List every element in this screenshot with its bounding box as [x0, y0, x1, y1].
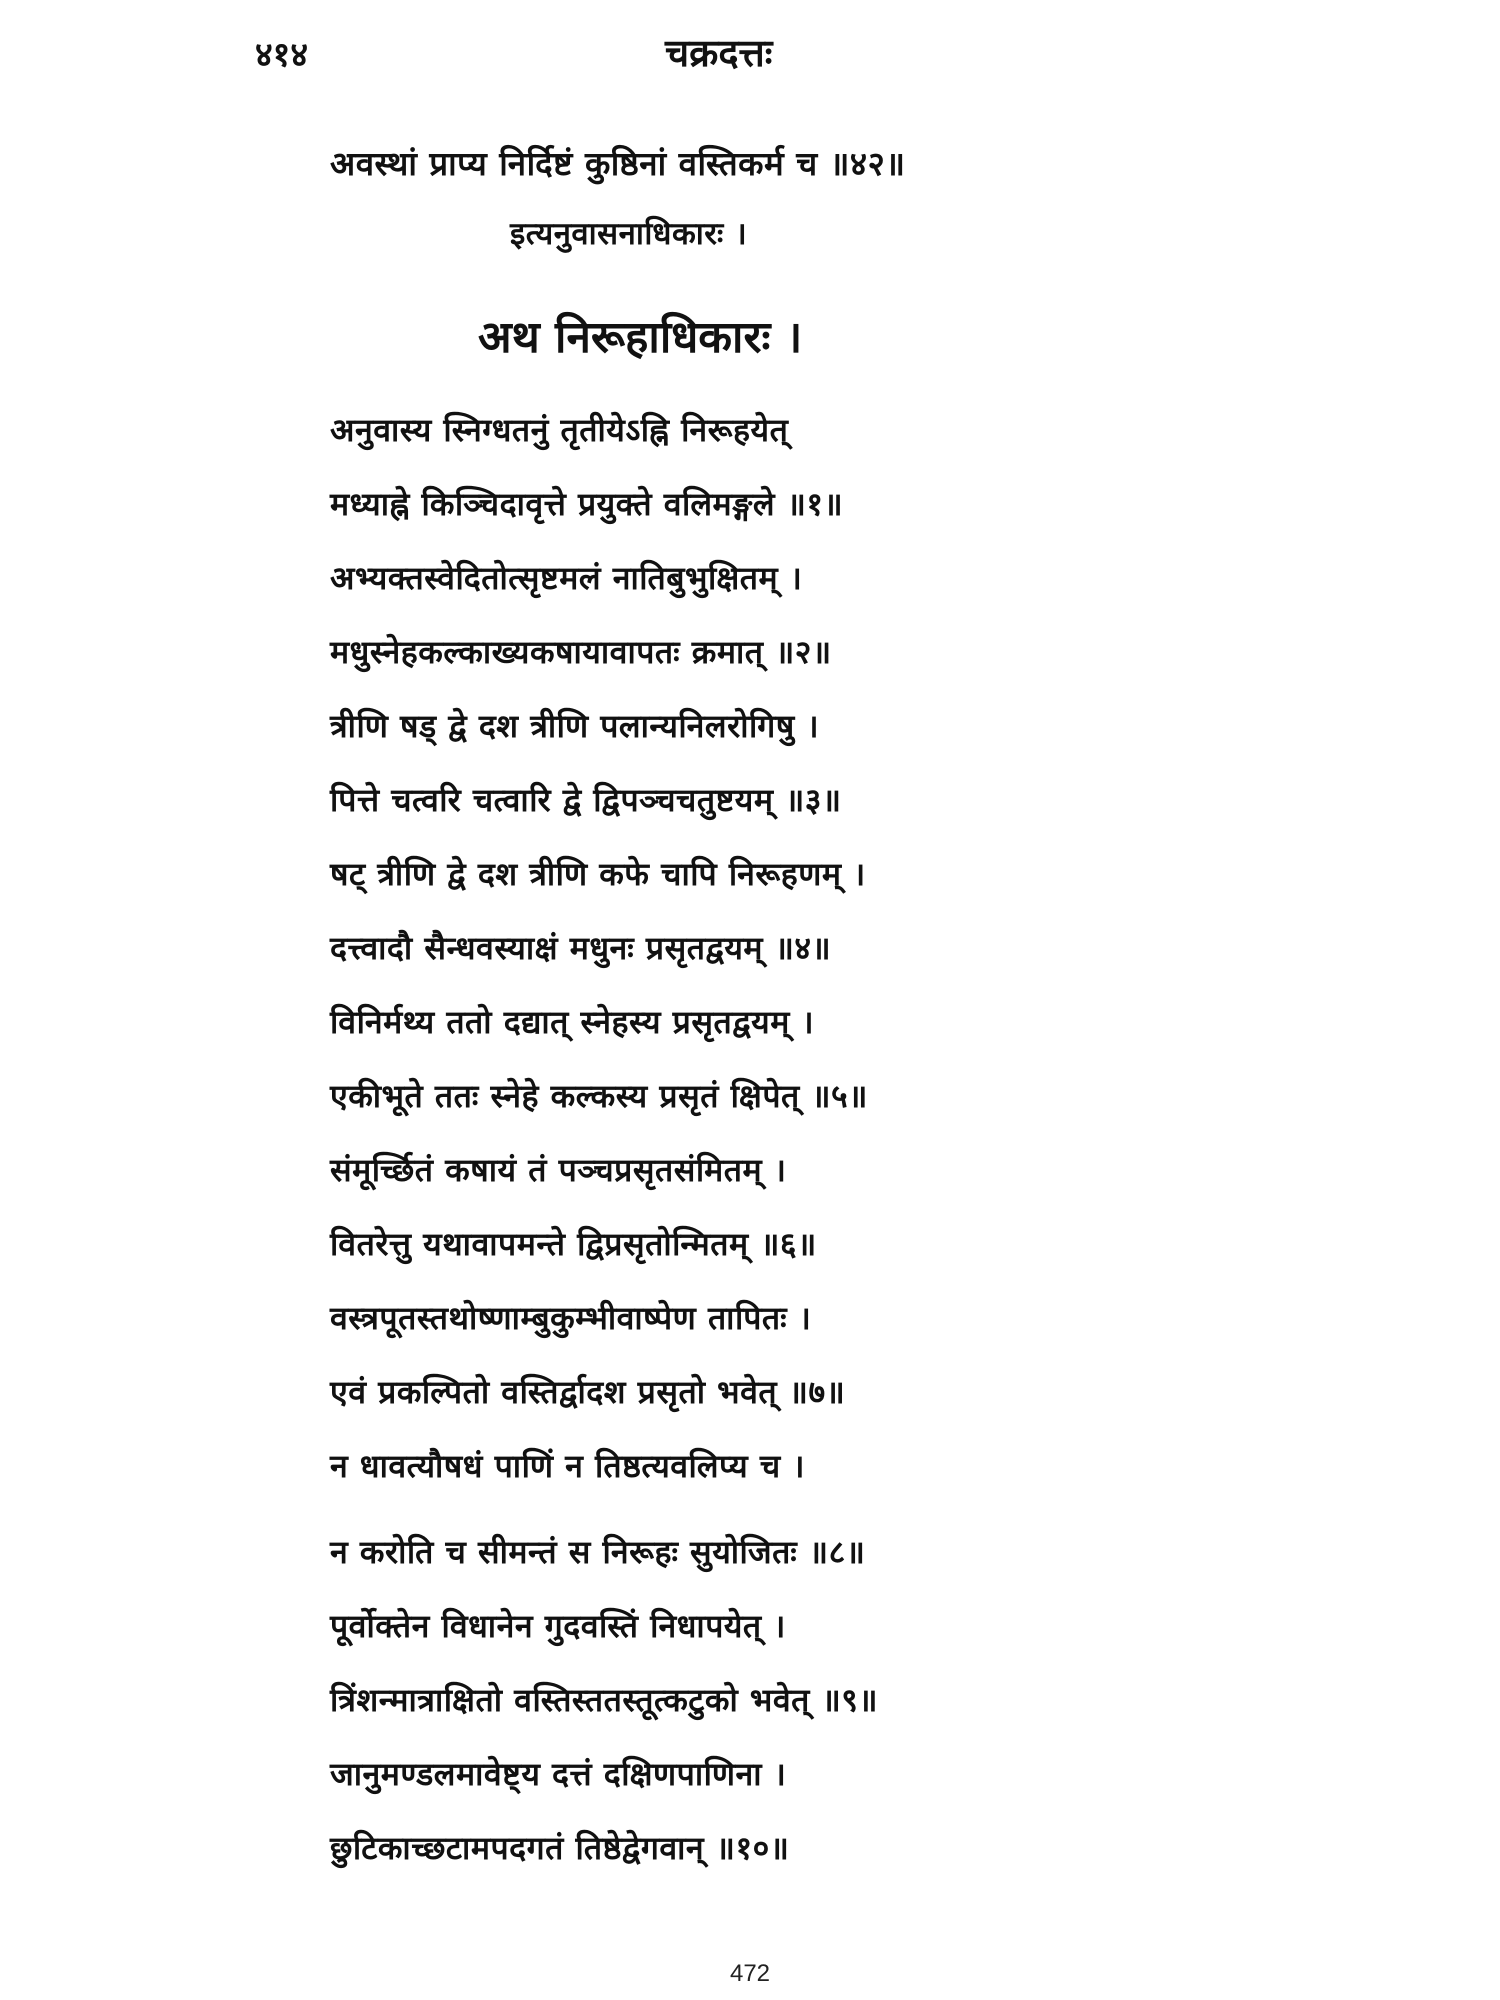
- verse-line: मधुस्नेहकल्काख्यकषायावापतः क्रमात् ॥२॥: [330, 633, 832, 671]
- verse-line: वितरेत्तु यथावापमन्ते द्विप्रसृतोन्मितम् ॥६॥: [330, 1225, 817, 1263]
- verse-line: अभ्यक्तस्वेदितोत्सृष्टमलं नातिबुभुक्षितम् ।: [330, 559, 803, 597]
- verse-line: एवं प्रकल्पितो वस्तिर्द्वादश प्रसृतो भवेत् ॥७॥: [330, 1373, 846, 1411]
- intro-line: इत्यनुवासनाधिकारः ।: [510, 216, 748, 252]
- verse-line: पित्ते चत्वरि चत्वारि द्वे द्विपञ्चचतुष्टयम् ॥३॥: [330, 781, 842, 819]
- intro-line: अवस्थां प्राप्य निर्दिष्टं कुष्ठिनां वस्तिकर्म च ॥४२॥: [330, 144, 906, 183]
- verse-line: मध्याह्ने किञ्चिदावृत्ते प्रयुक्ते वलिमङ्गले ॥१॥: [330, 485, 844, 523]
- verse-line: छुटिकाच्छटामपदगतं तिष्ठेद्वेगवान् ॥१०॥: [330, 1829, 790, 1867]
- footer-page-number: 472: [729, 1960, 771, 1987]
- verse-line: जानुमण्डलमावेष्ट्य दत्तं दक्षिणपाणिना ।: [330, 1755, 787, 1793]
- verse-line: वस्त्रपूतस्तथोष्णाम्बुकुम्भीवाष्पेण तापितः ।: [330, 1299, 812, 1337]
- verse-line: संमूर्च्छितं कषायं तं पञ्चप्रसृतसंमितम् ।: [330, 1151, 787, 1189]
- header-page-number: ४१४: [255, 35, 309, 75]
- verse-line: षट् त्रीणि द्वे दश त्रीणि कफे चापि निरूहणम् ।: [330, 855, 866, 893]
- verse-line: त्रीणि षड् द्वे दश त्रीणि पलान्यनिलरोगिषु ।: [330, 707, 820, 745]
- verse-line: न करोति च सीमन्तं स निरूहः सुयोजितः ॥८॥: [330, 1533, 866, 1571]
- verse-line: विनिर्मथ्य ततो दद्यात् स्नेहस्य प्रसृतद्वयम् ।: [330, 1003, 815, 1041]
- verse-line: अनुवास्य स्निग्धतनुं तृतीयेऽह्नि निरूहयेत्: [330, 411, 789, 449]
- verse-line: त्रिंशन्मात्राक्षितो वस्तिस्ततस्तूत्कटुको भवेत् ॥९॥: [330, 1681, 879, 1719]
- verse-line: न धावत्यौषधं पाणिं न तिष्ठत्यवलिप्य च ।: [330, 1447, 805, 1485]
- section-heading: अथ निरूहाधिकारः ।: [478, 312, 803, 363]
- verse-line: दत्त्वादौ सैन्धवस्याक्षं मधुनः प्रसृतद्वयम् ॥४॥: [330, 929, 832, 967]
- verse-line: पूर्वोक्तेन विधानेन गुदवस्तिं निधापयेत् ।: [330, 1607, 786, 1645]
- verse-line: एकीभूते ततः स्नेहे कल्कस्य प्रसृतं क्षिपेत् ॥५॥: [330, 1077, 868, 1115]
- header-running-title: चक्रदत्तः: [665, 31, 773, 75]
